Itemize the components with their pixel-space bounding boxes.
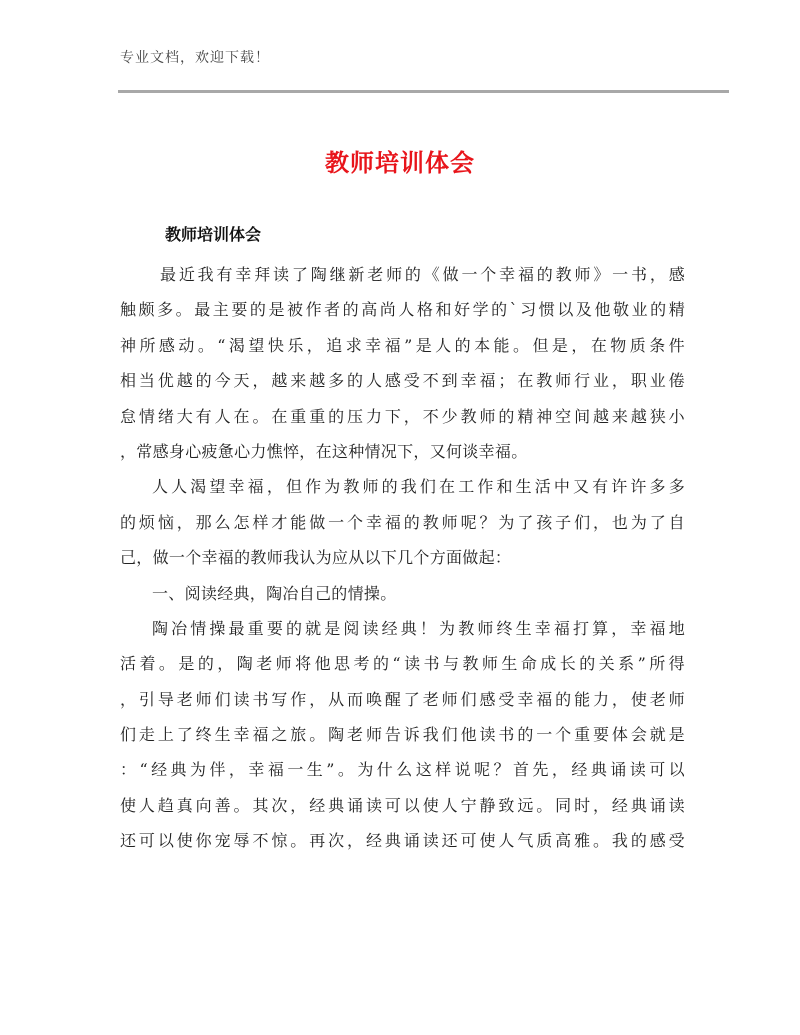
paragraph-line: 陶冶情操最重要的就是阅读经典！为教师终生幸福打算，幸福地: [152, 618, 685, 638]
paragraph-line: 神所感动。“渴望快乐，追求幸福”是人的本能。但是，在物质条件: [120, 335, 685, 355]
paragraph-line: ，引导老师们读书写作，从而唤醒了老师们感受幸福的能力，使老师: [120, 689, 685, 709]
paragraph-line: 使人趋真向善。其次，经典诵读可以使人宁静致远。同时，经典诵读: [120, 795, 685, 815]
paragraph-line: 最近我有幸拜读了陶继新老师的《做一个幸福的教师》一书，感: [160, 265, 685, 284]
paragraph-line: 活着。是的，陶老师将他思考的“读书与教师生命成长的关系”所得: [120, 654, 685, 674]
paragraph-line: 相当优越的今天，越来越多的人感受不到幸福；在教师行业，职业倦: [120, 371, 685, 391]
paragraph-line: ：“经典为伴，幸福一生”。为什么这样说呢？首先，经典诵读可以: [120, 760, 685, 780]
paragraph-line: 还可以使你宠辱不惊。再次，经典诵读还可使人气质高雅。我的感受: [120, 831, 685, 851]
paragraph-line: 触颇多。最主要的是被作者的高尚人格和好学的`习惯以及他敬业的精: [120, 300, 685, 320]
document-body: [120, 257, 685, 859]
paragraph-line: 的烦恼，那么怎样才能做一个幸福的教师呢？为了孩子们，也为了自: [120, 512, 685, 532]
paragraph-line: 怠情绪大有人在。在重重的压力下，不少教师的精神空间越来越狭小: [120, 406, 685, 426]
paragraph-line: 们走上了终生幸福之旅。陶老师告诉我们他读书的一个重要体会就是: [120, 725, 685, 745]
document-subtitle: 教师培训体会: [165, 225, 262, 244]
section-heading: 一、阅读经典，陶冶自己的情操。: [152, 583, 397, 603]
header-note: 专业文档，欢迎下载！: [120, 50, 270, 66]
paragraph-line: ，常感身心疲惫心力憔悴，在这种情况下，又何谈幸福。: [120, 441, 528, 461]
paragraph-line: 己，做一个幸福的教师我认为应从以下几个方面做起：: [120, 548, 512, 568]
document-title: 教师培训体会: [325, 149, 475, 177]
header-divider: [118, 90, 729, 93]
paragraph-line: 人人渴望幸福，但作为教师的我们在工作和生活中又有许许多多: [152, 477, 685, 497]
